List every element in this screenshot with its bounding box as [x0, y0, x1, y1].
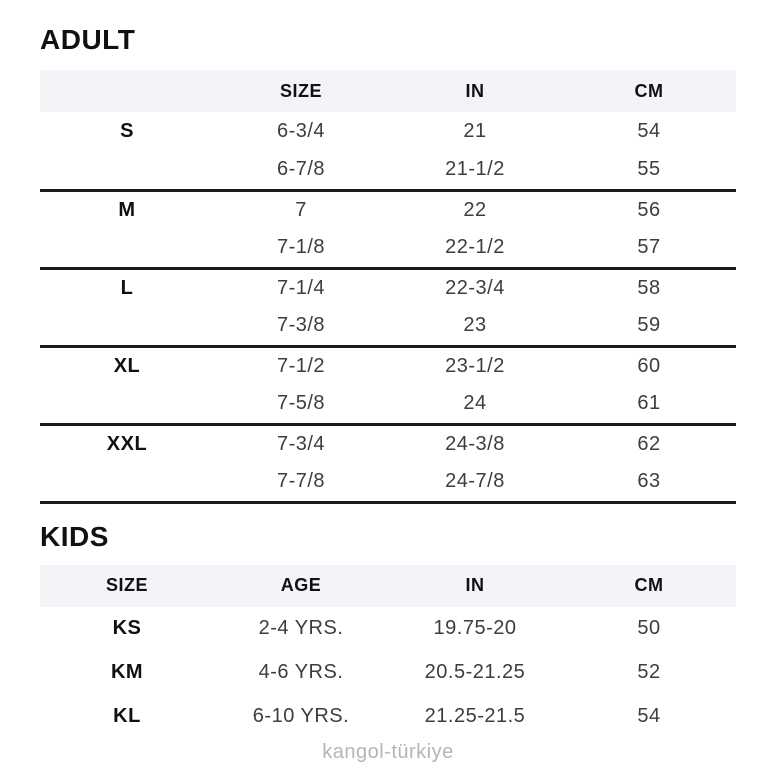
- cm-cell: 62: [637, 432, 661, 455]
- inches-cell: 22: [463, 198, 487, 221]
- size-label-cell: KM: [110, 661, 144, 683]
- kids-col-cm: CM: [562, 565, 736, 607]
- size-label-cell: M: [118, 198, 136, 221]
- hat-size-cell: 7-1/2: [276, 354, 326, 377]
- size-label-cell: KL: [113, 705, 141, 727]
- hat-size-cell: 7-7/8: [214, 463, 388, 502]
- hat-size-cell: 7-5/8: [214, 385, 388, 424]
- hat-size-cell: 7-3/8: [214, 307, 388, 346]
- inches-cell: 21: [463, 120, 487, 142]
- inches-cell: 24-7/8: [388, 463, 562, 502]
- header-row: [40, 565, 736, 607]
- table-row: [40, 607, 736, 651]
- cm-cell: 54: [637, 120, 661, 142]
- cm-cell: 63: [562, 463, 736, 502]
- hat-size-cell: 6-7/8: [214, 151, 388, 190]
- cm-cell: 59: [562, 307, 736, 346]
- hat-size-cell: 6-3/4: [276, 120, 326, 142]
- inches-cell: 21-1/2: [388, 151, 562, 190]
- inches-cell: 23: [388, 307, 562, 346]
- table-row: [40, 229, 736, 268]
- adult-col-inches: IN: [388, 70, 562, 112]
- cm-cell: 50: [637, 617, 661, 639]
- cm-cell: 60: [637, 354, 661, 377]
- inches-cell: 20.5-21.25: [424, 661, 526, 683]
- age-cell: 6-10 YRS.: [252, 705, 350, 727]
- inches-cell: 21.25-21.5: [424, 705, 526, 727]
- kids-col-inches: IN: [388, 565, 562, 607]
- inches-cell: 24-3/8: [445, 432, 505, 455]
- size-label-cell: XXL: [106, 432, 148, 455]
- inches-cell: 22-3/4: [445, 276, 505, 299]
- table-row: [40, 651, 736, 695]
- size-label-cell: [40, 463, 214, 502]
- table-row: [40, 112, 736, 151]
- table-row: [40, 268, 736, 307]
- inches-cell: 19.75-20: [433, 617, 517, 639]
- kids-size-table: [40, 565, 736, 739]
- site-watermark: kangol-türkiye: [322, 740, 454, 763]
- hat-size-cell: 7-3/4: [276, 432, 326, 455]
- table-row: [40, 346, 736, 385]
- table-row: [40, 463, 736, 502]
- size-chart-page: [0, 24, 776, 776]
- size-label-cell: KS: [112, 617, 142, 639]
- inches-cell: 24: [388, 385, 562, 424]
- kids-col-size: SIZE: [40, 565, 214, 607]
- adult-size-table: [40, 70, 736, 504]
- table-row: [40, 151, 736, 190]
- table-row: [40, 695, 736, 739]
- header-row: [40, 70, 736, 112]
- kids-col-age: AGE: [214, 565, 388, 607]
- cm-cell: 56: [637, 198, 661, 221]
- adult-col-blank: [40, 70, 214, 112]
- table-row: [40, 190, 736, 229]
- size-label-cell: [40, 229, 214, 268]
- age-cell: 4-6 YRS.: [258, 661, 344, 683]
- adult-table-header: [40, 70, 736, 112]
- size-label-cell: S: [120, 120, 134, 142]
- adult-col-size: SIZE: [214, 70, 388, 112]
- hat-size-cell: 7-1/8: [214, 229, 388, 268]
- cm-cell: 57: [562, 229, 736, 268]
- adult-col-cm: CM: [562, 70, 736, 112]
- size-label-cell: L: [120, 276, 134, 299]
- hat-size-cell: 7-1/4: [276, 276, 326, 299]
- kids-table-header: [40, 565, 736, 607]
- cm-cell: 52: [637, 661, 661, 683]
- cm-cell: 61: [562, 385, 736, 424]
- table-row: [40, 307, 736, 346]
- inches-cell: 22-1/2: [388, 229, 562, 268]
- table-row: [40, 424, 736, 463]
- adult-section-title: ADULT: [40, 24, 136, 55]
- cm-cell: 55: [562, 151, 736, 190]
- size-label-cell: XL: [113, 354, 141, 377]
- size-label-cell: [40, 385, 214, 424]
- size-label-cell: [40, 307, 214, 346]
- cm-cell: 58: [637, 276, 661, 299]
- kids-section-title: KIDS: [40, 520, 109, 552]
- table-row: [40, 385, 736, 424]
- cm-cell: 54: [637, 705, 661, 727]
- size-label-cell: [40, 151, 214, 190]
- age-cell: 2-4 YRS.: [258, 617, 344, 639]
- hat-size-cell: 7: [295, 198, 307, 221]
- inches-cell: 23-1/2: [445, 354, 505, 377]
